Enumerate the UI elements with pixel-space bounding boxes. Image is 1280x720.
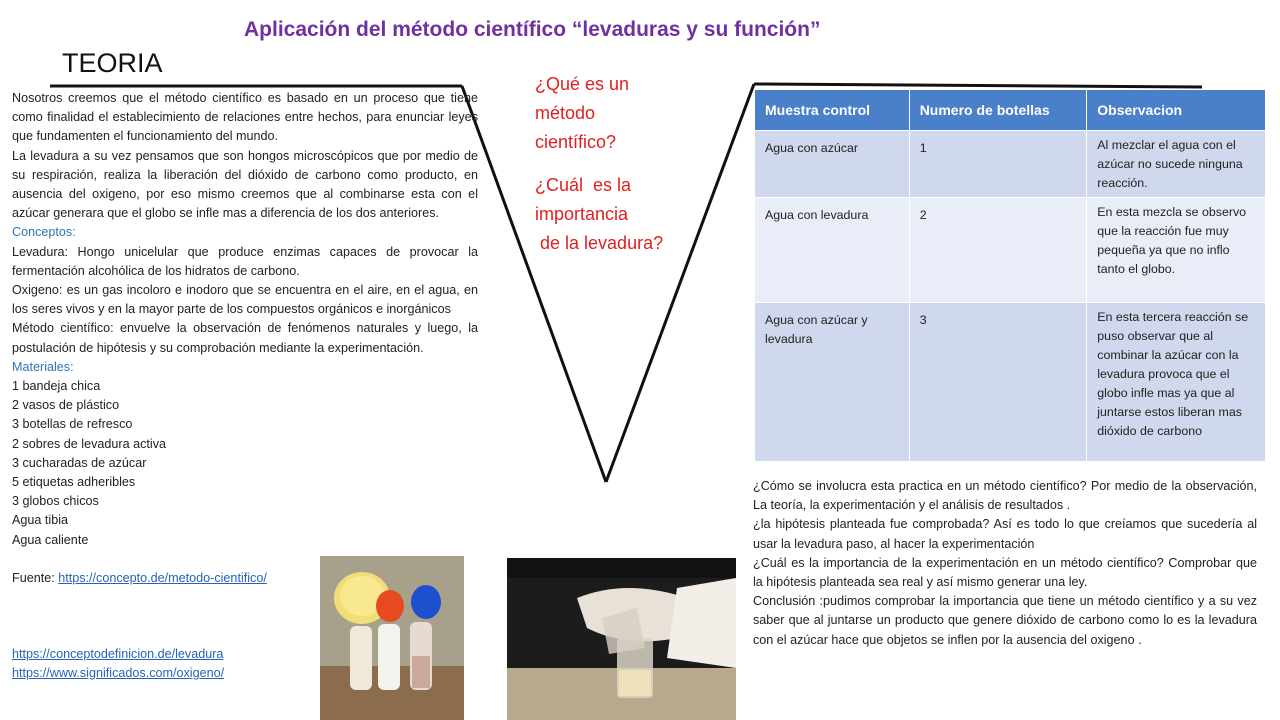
column-header: Muestra control (755, 90, 910, 131)
theory-paragraph-2: La levadura a su vez pensamos que son hongos microscópicos que por medio de su respiración, realiza la liberación del dióxido de carbono como producto, en ausencia del oxigeno, por eso mismo creemos que al combinarse esta con el azúcar generara que el globo se infle mas a diferencia de los dos anteriores. (12, 148, 478, 221)
guiding-questions (535, 70, 735, 258)
column-header: Observacion (1087, 90, 1266, 131)
table-cell: Agua con levadura (755, 198, 910, 303)
table-cell: 3 (909, 303, 1087, 462)
table-cell: En esta mezcla se observo que la reacción fue muy pequeña ya que no inflo tanto el globo. (1087, 198, 1266, 303)
balloons-photo (320, 556, 464, 720)
table-cell: Agua con azúcar y levadura (755, 303, 910, 462)
table-cell: Agua con azúcar (755, 131, 910, 198)
material-item: 2 sobres de levadura activa (12, 436, 167, 451)
material-item: 2 vasos de plástico (12, 398, 120, 413)
concept-metodo: Método científico: envuelve la observación de fenómenos naturales y luego, la postulación de hipótesis y su comprobación mediante la experimentación. (12, 321, 478, 355)
source-links (12, 645, 224, 683)
concept-levadura: Levadura: Hongo unicelular que produce enzimas capaces de provocar la fermentación alcohólica de los hidratos de carbono. (12, 244, 478, 278)
source-link-2[interactable]: https://conceptodefinicion.de/levadura (12, 647, 224, 661)
source-label: Fuente: (12, 571, 59, 586)
question-1: ¿Qué es un método científico? (535, 74, 630, 152)
conclusion-paragraph: ¿Cuál es la importancia de la experimentación en un método científico? Comprobar que la hipótesis planteada sea real y así mismo generar una ley. (753, 555, 1257, 590)
table-header-row (755, 90, 1266, 131)
results-table (754, 89, 1266, 462)
conclusion-paragraph: ¿Cómo se involucra esta practica en un método científico? Por medio de la observación, La teoría, la experimentación y el análisis de resultados . (753, 479, 1257, 513)
table-row (755, 131, 1266, 198)
experiment-photo (507, 558, 736, 720)
table-cell: 2 (909, 198, 1087, 303)
conclusions-text (753, 477, 1257, 650)
conclusion-paragraph: ¿la hipótesis planteada fue comprobada? Así es todo lo que creíamos que sucedería al usar la levadura paso, al hacer la experimentación (753, 517, 1257, 551)
materials-heading: Materiales: (12, 359, 74, 374)
source-link-1[interactable]: https://concepto.de/metodo-cientifico/ (58, 571, 267, 586)
concept-oxigeno: Oxigeno: es un gas incoloro e inodoro que se encuentra en el aire, en el agua, en los seres vivos y en la mayor parte de los compuestos orgánicos e inorgánicos (12, 283, 478, 317)
theory-text (12, 89, 478, 588)
conclusion-paragraph: Conclusión :pudimos comprobar la importancia que tiene un método científico y a su vez saber que al juntarse un producto que genere dióxido de carbono como lo es la levadura con el azúcar hace que objetos se inflen por la ausencia del oxigeno . (753, 594, 1257, 647)
column-header: Numero de botellas (909, 90, 1087, 131)
material-item: 3 globos chicos (12, 494, 99, 509)
material-item: Agua caliente (12, 532, 89, 547)
material-item: 5 etiquetas adheribles (12, 475, 136, 490)
table-cell: Al mezclar el agua con el azúcar no sucede ninguna reacción. (1087, 131, 1266, 198)
material-item: 1 bandeja chica (12, 379, 101, 394)
table-row (755, 198, 1266, 303)
table-row (755, 303, 1266, 462)
material-item: Agua tibia (12, 513, 69, 528)
v-right-top-line (754, 84, 1202, 87)
question-2: ¿Cuál es la importancia de la levadura? (535, 175, 664, 253)
page-title: Aplicación del método científico “levaduras y su función” (244, 18, 821, 41)
concepts-heading: Conceptos: (12, 225, 76, 240)
table-cell: 1 (909, 131, 1087, 198)
source-link-3[interactable]: https://www.significados.com/oxigeno/ (12, 666, 225, 680)
section-heading-teoria: TEORIA (62, 48, 163, 78)
material-item: 3 botellas de refresco (12, 417, 133, 432)
table-cell: En esta tercera reacción se puso observar que al combinar la azúcar con la levadura provoca que el globo infle mas ya que al juntarse estos liberan mas dióxido de carbono (1087, 303, 1266, 462)
theory-paragraph-1: Nosotros creemos que el método científico es basado en un proceso que tiene como finalidad el establecimiento de relaciones entre hechos, para enunciar leyes que fundamenten el funcionamiento del mundo. (12, 91, 478, 144)
material-item: 3 cucharadas de azúcar (12, 455, 147, 470)
